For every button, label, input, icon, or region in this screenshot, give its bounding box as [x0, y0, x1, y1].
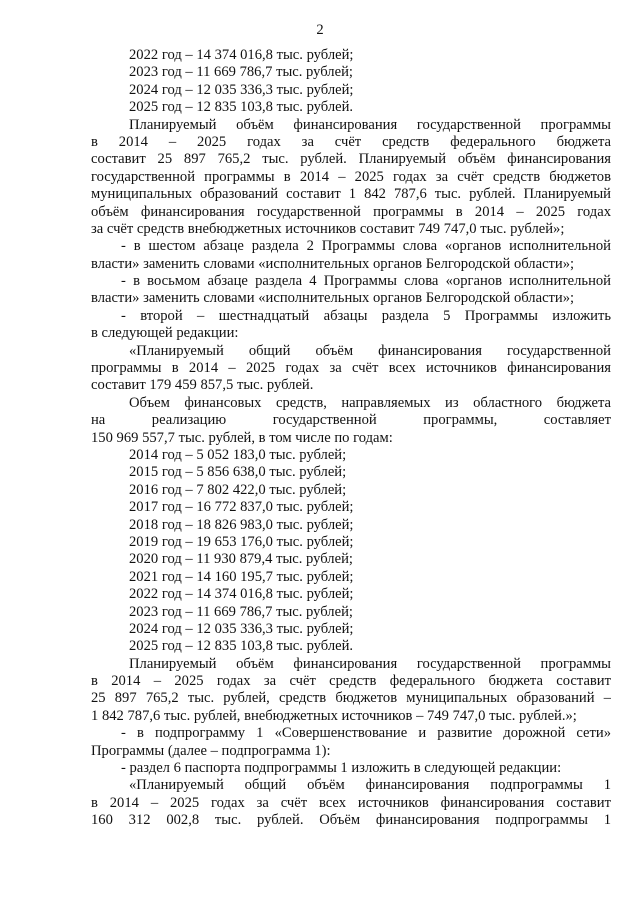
- text-line: в 2014 – 2025 годах за счёт средств федерального бюджета: [91, 133, 611, 150]
- text-line: муниципальных образований составит 1 842 787,6 тыс. рублей. Планируемый: [91, 186, 611, 203]
- text-line: 2021 год – 14 160 195,7 тыс. рублей;: [129, 568, 354, 585]
- text-line: объём финансирования государственной программы в 2014 – 2025 годах: [91, 203, 611, 220]
- text-line: в 2014 – 2025 годах за счёт всех источников финансирования составит: [91, 794, 611, 811]
- text-line: 160 312 002,8 тыс. рублей. Объём финансирования подпрограммы 1: [91, 812, 611, 829]
- text-line: «Планируемый общий объём финансирования подпрограммы 1: [129, 777, 611, 794]
- text-line: Планируемый объём финансирования государственной программы: [129, 655, 611, 672]
- text-line: 2018 год – 18 826 983,0 тыс. рублей;: [129, 516, 354, 533]
- text-line: 2023 год – 11 669 786,7 тыс. рублей;: [129, 64, 353, 81]
- text-line: 2022 год – 14 374 016,8 тыс. рублей;: [129, 47, 354, 63]
- text-line: 2022 год – 14 374 016,8 тыс. рублей;: [129, 586, 354, 603]
- text-line: 2024 год – 12 035 336,3 тыс. рублей;: [129, 620, 354, 637]
- text-line: 2017 год – 16 772 837,0 тыс. рублей;: [129, 499, 354, 516]
- text-line: - в подпрограмму 1 «Совершенствование и развитие дорожной сети»: [121, 725, 611, 742]
- text-line: в следующей редакции:: [91, 325, 239, 342]
- text-line: 2020 год – 11 930 879,4 тыс. рублей;: [129, 551, 353, 568]
- text-line: 2024 год – 12 035 336,3 тыс. рублей;: [129, 81, 354, 98]
- text-line: - раздел 6 паспорта подпрограммы 1 изложить в следующей редакции:: [121, 760, 562, 777]
- text-line: 150 969 557,7 тыс. рублей, в том числе по годам:: [91, 429, 393, 446]
- text-line: за счёт средств внебюджетных источников составит 749 747,0 тыс. рублей»;: [91, 220, 565, 237]
- text-line: составит 179 459 857,5 тыс. рублей.: [91, 377, 314, 394]
- text-line: государственной программы в 2014 – 2025 годах за счёт средств бюджетов: [91, 168, 611, 185]
- text-line: Объем финансовых средств, направляемых из областного бюджета: [129, 394, 611, 411]
- text-line: на реализацию государственной программы, составляет: [91, 412, 611, 429]
- text-line: составит 25 897 765,2 тыс. рублей. Планируемый объём финансирования: [91, 151, 611, 168]
- text-line: 2025 год – 12 835 103,8 тыс. рублей.: [129, 99, 354, 116]
- text-line: 2015 год – 5 856 638,0 тыс. рублей;: [129, 464, 347, 481]
- document-body: [91, 47, 611, 830]
- text-line: программы в 2014 – 2025 годах за счёт всех источников финансирования: [91, 360, 611, 377]
- text-line: - в восьмом абзаце раздела 4 Программы слова «органов исполнительной: [121, 273, 611, 290]
- text-line: 2025 год – 12 835 103,8 тыс. рублей.: [129, 638, 354, 655]
- text-line: 2019 год – 19 653 176,0 тыс. рублей;: [129, 533, 354, 550]
- text-line: 1 842 787,6 тыс. рублей, внебюджетных источников – 749 747,0 тыс. рублей.»;: [91, 707, 577, 724]
- text-line: власти» заменить словами «исполнительных органов Белгородской области»;: [91, 255, 575, 272]
- text-line: 2016 год – 7 802 422,0 тыс. рублей;: [129, 481, 347, 498]
- text-line: власти» заменить словами «исполнительных органов Белгородской области»;: [91, 290, 575, 307]
- text-line: - второй – шестнадцатый абзацы раздела 5 Программы изложить: [121, 307, 611, 324]
- text-line: 25 897 765,2 тыс. рублей, средств бюджетов муниципальных образований –: [91, 690, 611, 707]
- text-line: в 2014 – 2025 годах за счёт средств федерального бюджета составит: [91, 673, 611, 690]
- text-line: Планируемый объём финансирования государственной программы: [129, 116, 611, 133]
- text-line: - в шестом абзаце раздела 2 Программы слова «органов исполнительной: [121, 238, 611, 255]
- text-line: Программы (далее – подпрограмма 1):: [91, 742, 331, 759]
- text-line: 2023 год – 11 669 786,7 тыс. рублей;: [129, 603, 353, 620]
- text-line: «Планируемый общий объём финансирования государственной: [129, 342, 611, 359]
- text-line: 2014 год – 5 052 183,0 тыс. рублей;: [129, 446, 347, 463]
- page-number: 2: [316, 22, 324, 38]
